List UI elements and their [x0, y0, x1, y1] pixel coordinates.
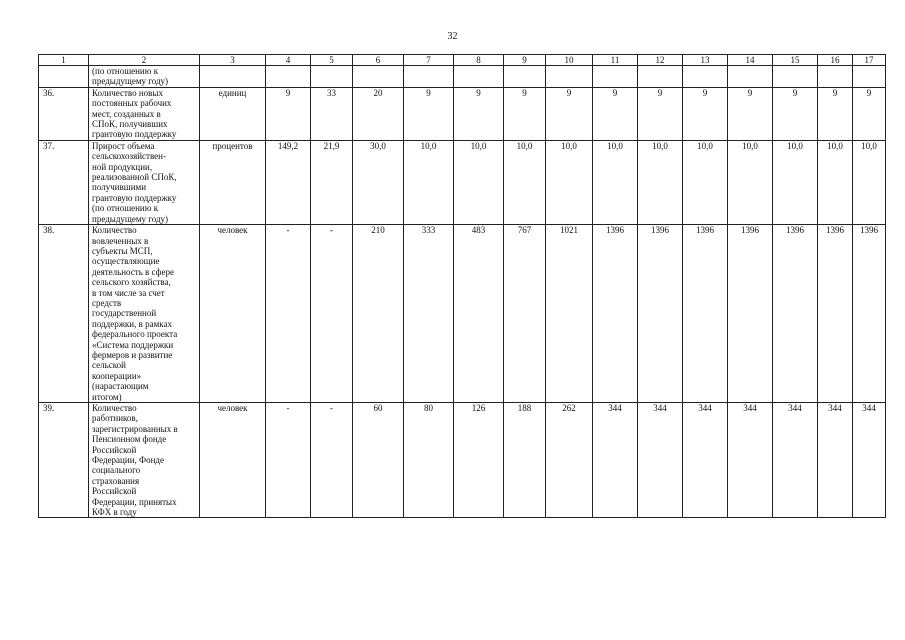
column-number: 1	[39, 55, 89, 66]
value-cell: -	[311, 225, 353, 403]
column-number: 9	[504, 55, 546, 66]
column-number: 13	[683, 55, 728, 66]
indicator-name-cell: (по отношению к предыдущему году)	[89, 66, 200, 88]
column-number: 2	[89, 55, 200, 66]
indicator-name-cell: Количество вовлеченных в субъекты МСП, осуществляющие деятельность в сфере сельского хозяйства, в том числе за счет средств государственной поддержки, в рамках федерального проекта «Система поддержки фермеров и развитие сельской кооперации» (нарастающим итогом)	[89, 225, 200, 403]
value-cell: 9	[266, 87, 311, 140]
unit-cell: единиц	[200, 87, 266, 140]
value-cell: 9	[546, 87, 593, 140]
value-cell: 262	[546, 403, 593, 518]
value-cell	[404, 66, 454, 88]
value-cell	[504, 66, 546, 88]
value-cell	[638, 66, 683, 88]
value-cell: -	[311, 403, 353, 518]
value-cell: 80	[404, 403, 454, 518]
value-cell: 333	[404, 225, 454, 403]
value-cell	[853, 66, 886, 88]
row-number-cell: 36.	[39, 87, 89, 140]
column-number: 7	[404, 55, 454, 66]
unit-cell: человек	[200, 403, 266, 518]
row-number-cell: 39.	[39, 403, 89, 518]
value-cell: 21,9	[311, 140, 353, 224]
column-number: 6	[353, 55, 404, 66]
value-cell: 9	[853, 87, 886, 140]
indicators-table	[38, 54, 886, 518]
table-row	[39, 87, 886, 140]
value-cell: 10,0	[728, 140, 773, 224]
value-cell: 126	[454, 403, 504, 518]
column-number: 17	[853, 55, 886, 66]
value-cell: 1396	[853, 225, 886, 403]
value-cell: 10,0	[683, 140, 728, 224]
value-cell: 10,0	[638, 140, 683, 224]
column-number: 3	[200, 55, 266, 66]
value-cell: 9	[683, 87, 728, 140]
value-cell: 1021	[546, 225, 593, 403]
value-cell: 9	[404, 87, 454, 140]
value-cell: 344	[818, 403, 853, 518]
value-cell: 10,0	[454, 140, 504, 224]
value-cell: 60	[353, 403, 404, 518]
indicator-name-cell: Количество новых постоянных рабочих мест, созданных в СПоК, получивших грантовую поддержку	[89, 87, 200, 140]
page-number: 32	[447, 31, 458, 42]
column-number: 16	[818, 55, 853, 66]
value-cell: 1396	[818, 225, 853, 403]
column-number: 14	[728, 55, 773, 66]
value-cell	[266, 66, 311, 88]
value-cell: 210	[353, 225, 404, 403]
indicator-name-cell: Количество работников, зарегистрированных в Пенсионном фонде Российской Федерации, Фонде социального страхования Российской Федерации, принятых КФХ в году	[89, 403, 200, 518]
value-cell: 1396	[728, 225, 773, 403]
table-row	[39, 66, 886, 88]
value-cell: 20	[353, 87, 404, 140]
value-cell: 9	[638, 87, 683, 140]
value-cell: -	[266, 225, 311, 403]
value-cell	[454, 66, 504, 88]
value-cell: 344	[638, 403, 683, 518]
value-cell	[683, 66, 728, 88]
value-cell: 9	[504, 87, 546, 140]
value-cell: 30,0	[353, 140, 404, 224]
value-cell: 9	[593, 87, 638, 140]
value-cell: 344	[683, 403, 728, 518]
value-cell: 1396	[638, 225, 683, 403]
unit-cell: человек	[200, 225, 266, 403]
value-cell: 188	[504, 403, 546, 518]
value-cell: 10,0	[593, 140, 638, 224]
table-body	[39, 66, 886, 518]
value-cell: 10,0	[853, 140, 886, 224]
indicator-name-cell: Прирост объема сельскохозяйствен- ной продукции, реализованной СПоК, получившими грантовую поддержку (по отношению к предыдущему году)	[89, 140, 200, 224]
column-number: 12	[638, 55, 683, 66]
column-number: 8	[454, 55, 504, 66]
column-number: 4	[266, 55, 311, 66]
value-cell: 33	[311, 87, 353, 140]
value-cell	[593, 66, 638, 88]
row-number-cell	[39, 66, 89, 88]
value-cell: 9	[728, 87, 773, 140]
value-cell: 1396	[773, 225, 818, 403]
value-cell: -	[266, 403, 311, 518]
value-cell: 344	[853, 403, 886, 518]
value-cell: 149,2	[266, 140, 311, 224]
row-number-cell: 38.	[39, 225, 89, 403]
value-cell: 10,0	[773, 140, 818, 224]
value-cell	[728, 66, 773, 88]
value-cell: 1396	[683, 225, 728, 403]
value-cell: 767	[504, 225, 546, 403]
value-cell: 10,0	[546, 140, 593, 224]
value-cell	[546, 66, 593, 88]
value-cell: 9	[818, 87, 853, 140]
row-number-cell: 37.	[39, 140, 89, 224]
column-number-row	[39, 55, 886, 66]
table-row	[39, 403, 886, 518]
value-cell: 344	[773, 403, 818, 518]
value-cell	[311, 66, 353, 88]
column-number: 15	[773, 55, 818, 66]
column-number: 5	[311, 55, 353, 66]
value-cell: 10,0	[404, 140, 454, 224]
value-cell: 9	[454, 87, 504, 140]
value-cell	[353, 66, 404, 88]
unit-cell: процентов	[200, 140, 266, 224]
value-cell	[773, 66, 818, 88]
value-cell: 10,0	[504, 140, 546, 224]
value-cell: 9	[773, 87, 818, 140]
column-number: 10	[546, 55, 593, 66]
value-cell: 483	[454, 225, 504, 403]
value-cell: 344	[593, 403, 638, 518]
column-number: 11	[593, 55, 638, 66]
table-row	[39, 225, 886, 403]
value-cell: 344	[728, 403, 773, 518]
value-cell	[818, 66, 853, 88]
value-cell: 10,0	[818, 140, 853, 224]
value-cell: 1396	[593, 225, 638, 403]
table-row	[39, 140, 886, 224]
unit-cell	[200, 66, 266, 88]
